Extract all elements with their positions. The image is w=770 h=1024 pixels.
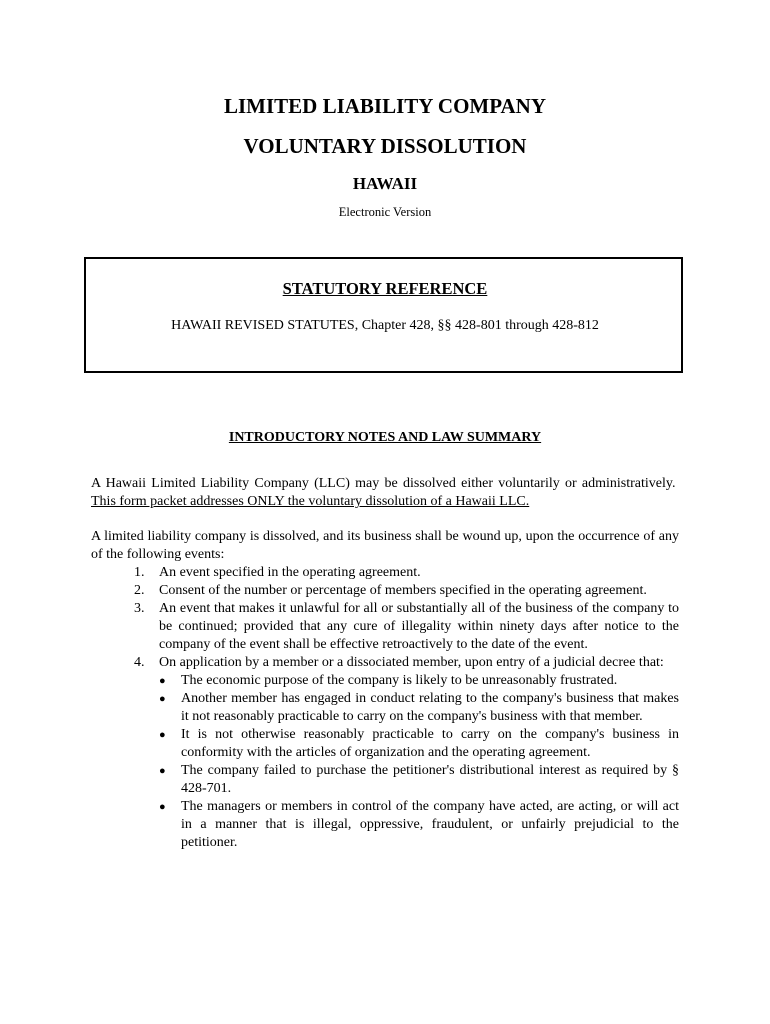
statutory-reference-heading: STATUTORY REFERENCE [282, 279, 488, 298]
intro-paragraph-2 [91, 528, 679, 852]
list-item [91, 564, 679, 582]
statutory-reference-text: HAWAII REVISED STATUTES, Chapter 428, §§ 428-801 through 428-812 [171, 318, 599, 333]
intro-paragraph-2-text: A limited liability company is dissolved, and its business shall be wound up, upon the occurrence of any of the following events: [91, 529, 679, 562]
bullet-item-text: The company failed to purchase the petitioner's distributional interest as required by § 428-701. [181, 763, 679, 796]
bullet-icon: ● [159, 729, 166, 741]
list-item [91, 654, 679, 852]
list-item-number: 4. [134, 655, 145, 670]
intro-paragraph-1 [91, 475, 679, 511]
intro-heading: INTRODUCTORY NOTES AND LAW SUMMARY [228, 430, 542, 445]
bullet-item-text: It is not otherwise reasonably practicable to carry on the company's business in conformity with the articles of organization and the operating agreement. [181, 727, 679, 760]
bullet-item-text: Another member has engaged in conduct relating to the company's business that makes it not reasonably practicable to carry on the company's business with that member. [181, 691, 679, 724]
bullet-icon: ● [159, 693, 166, 705]
list-item-number: 3. [134, 601, 145, 616]
version-label: Electronic Version [338, 205, 432, 219]
list-item-text: An event specified in the operating agreement. [159, 565, 421, 580]
bullet-item [159, 726, 679, 762]
title-line-2: VOLUNTARY DISSOLUTION [243, 134, 527, 158]
list-item-text: Consent of the number or percentage of members specified in the operating agreement. [159, 583, 647, 598]
bullet-icon: ● [159, 675, 166, 687]
statutory-reference-box [84, 257, 683, 373]
dissolution-events-list [91, 564, 679, 852]
bullet-item-text: The economic purpose of the company is likely to be unreasonably frustrated. [181, 673, 618, 688]
list-item [91, 582, 679, 600]
bullet-icon: ● [159, 801, 166, 813]
decree-conditions-list [159, 672, 679, 852]
list-item-number: 1. [134, 565, 145, 580]
list-item-text: On application by a member or a dissociated member, upon entry of a judicial decree that: [159, 655, 664, 670]
list-item-number: 2. [134, 583, 145, 598]
bullet-icon: ● [159, 765, 166, 777]
title-line-1: LIMITED LIABILITY COMPANY [223, 94, 547, 118]
intro-paragraph-1-underlined: This form packet addresses ONLY the voluntary dissolution of a Hawaii LLC. [91, 494, 530, 509]
bullet-item [159, 672, 679, 690]
list-item-text: An event that makes it unlawful for all or substantially all of the business of the company to be continued; provided that any cure of illegality within ninety days after notice to the company of the event shall be effective retroactively to the date of the event. [159, 601, 679, 652]
bullet-item [159, 762, 679, 798]
intro-paragraph-1-text: A Hawaii Limited Liability Company (LLC) may be dissolved either voluntarily or administratively. [91, 476, 676, 491]
bullet-item [159, 690, 679, 726]
bullet-item [159, 798, 679, 852]
list-item [91, 600, 679, 654]
bullet-item-text: The managers or members in control of the company have acted, are acting, or will act in a manner that is illegal, oppressive, fraudulent, or unfairly prejudicial to the petitioner. [181, 799, 679, 850]
state-name: HAWAII [352, 174, 418, 193]
